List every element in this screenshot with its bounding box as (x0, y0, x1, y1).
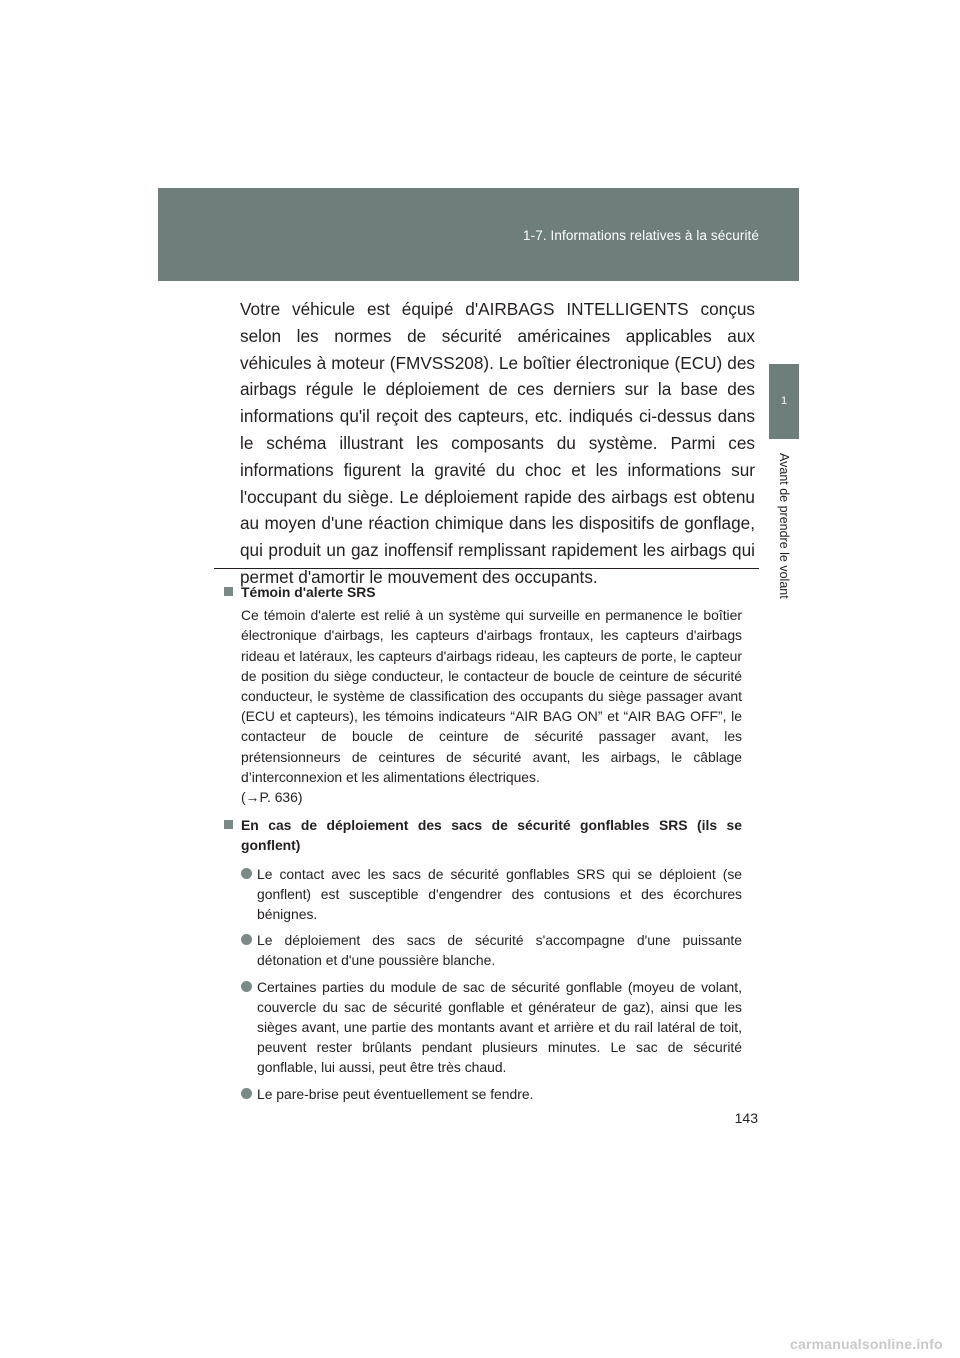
section-title: 1-7. Informations relatives à la sécurité (523, 228, 759, 243)
page-reference-link[interactable]: (→P. 636) (241, 789, 303, 806)
round-bullet-icon (241, 1088, 252, 1099)
square-bullet-icon (224, 820, 233, 829)
note-heading-deployment (224, 815, 742, 855)
note-body-srs-warning: Ce témoin d'alerte est relié à un système qui surveille en permanence le boîtier électronique d'airbags, les capteurs d'airbags frontaux, les capteurs d'airbags rideau et latéraux, les capteurs d'airbags rideau, les capteurs de porte, le capteur de position du siège conducteur, le contacteur de boucle de ceinture de sécurité conducteur, le système de classification des occupants du siège passager avant (ECU et capteurs), les témoins indicateurs “AIR BAG ON” et “AIR BAG OFF”, le contacteur de boucle de ceinture de sécurité passager avant, les prétensionneurs de ceintures de sécurité avant, les airbags, le câblage d’interconnexion et les alimentations électriques. (241, 607, 742, 785)
intro-paragraph: Votre véhicule est équipé d'AIRBAGS INTELLIGENTS conçus selon les normes de sécurité américaines applicables aux véhicules à moteur (FMVSS208). Le boîtier électronique (ECU) des airbags régule le déploiement de ces derniers sur la base des informations qu'il reçoit des capteurs, etc. indiqués ci-dessus dans le schéma illustrant les composants du système. Parmi ces informations figurent la gravité du choc et les informations sur l'occupant du siège. Le déploiement rapide des airbags est obtenu au moyen d'une réaction chimique dans les dispositifs de gonflage, qui produit un gaz inoffensif remplissant rapidement les airbags qui permet d'amortir le mouvement des occupants. (240, 299, 755, 587)
list-item (241, 864, 742, 925)
deployment-list (241, 864, 742, 1104)
list-item (241, 977, 742, 1078)
round-bullet-icon (241, 981, 252, 992)
list-item (241, 930, 742, 970)
header-band (158, 188, 799, 281)
square-bullet-icon (224, 587, 233, 596)
chapter-tab (769, 364, 799, 439)
chapter-label: Avant de prendre le volant (777, 453, 791, 599)
note-heading-srs-warning (224, 582, 742, 602)
list-item-text: Certaines parties du module de sac de sécurité gonflable (moyeu de volant, couvercle du sac de sécurité gonflable et générateur de gaz), ainsi que les sièges avant, une partie des montants avant et arrière et du rail latéral de toit, peuvent rester brûlants pendant plusieurs minutes. Le sac de sécurité gonflable, lui aussi, peut être très chaud. (257, 978, 742, 1076)
page-number: 143 (734, 1110, 758, 1126)
note-heading-text: En cas de déploiement des sacs de sécurité gonflables SRS (ils se gonflent) (241, 817, 742, 854)
notes-section (224, 582, 742, 1110)
chapter-number: 1 (780, 395, 788, 407)
note-heading-text: Témoin d'alerte SRS (241, 584, 376, 600)
round-bullet-icon (241, 868, 252, 879)
round-bullet-icon (241, 934, 252, 945)
section-divider (214, 568, 759, 569)
list-item-text: Le déploiement des sacs de sécurité s'accompagne d'une puissante détonation et d'une poussière blanche. (257, 932, 742, 969)
list-item (241, 1084, 742, 1104)
list-item-text: Le contact avec les sacs de sécurité gonflables SRS qui se déploient (se gonflent) est susceptible d'engendrer des contusions et des écorchures bénignes. (257, 865, 742, 923)
list-item-text: Le pare-brise peut éventuellement se fendre. (257, 1085, 534, 1102)
watermark: carmanualsonline.info (790, 1336, 943, 1352)
